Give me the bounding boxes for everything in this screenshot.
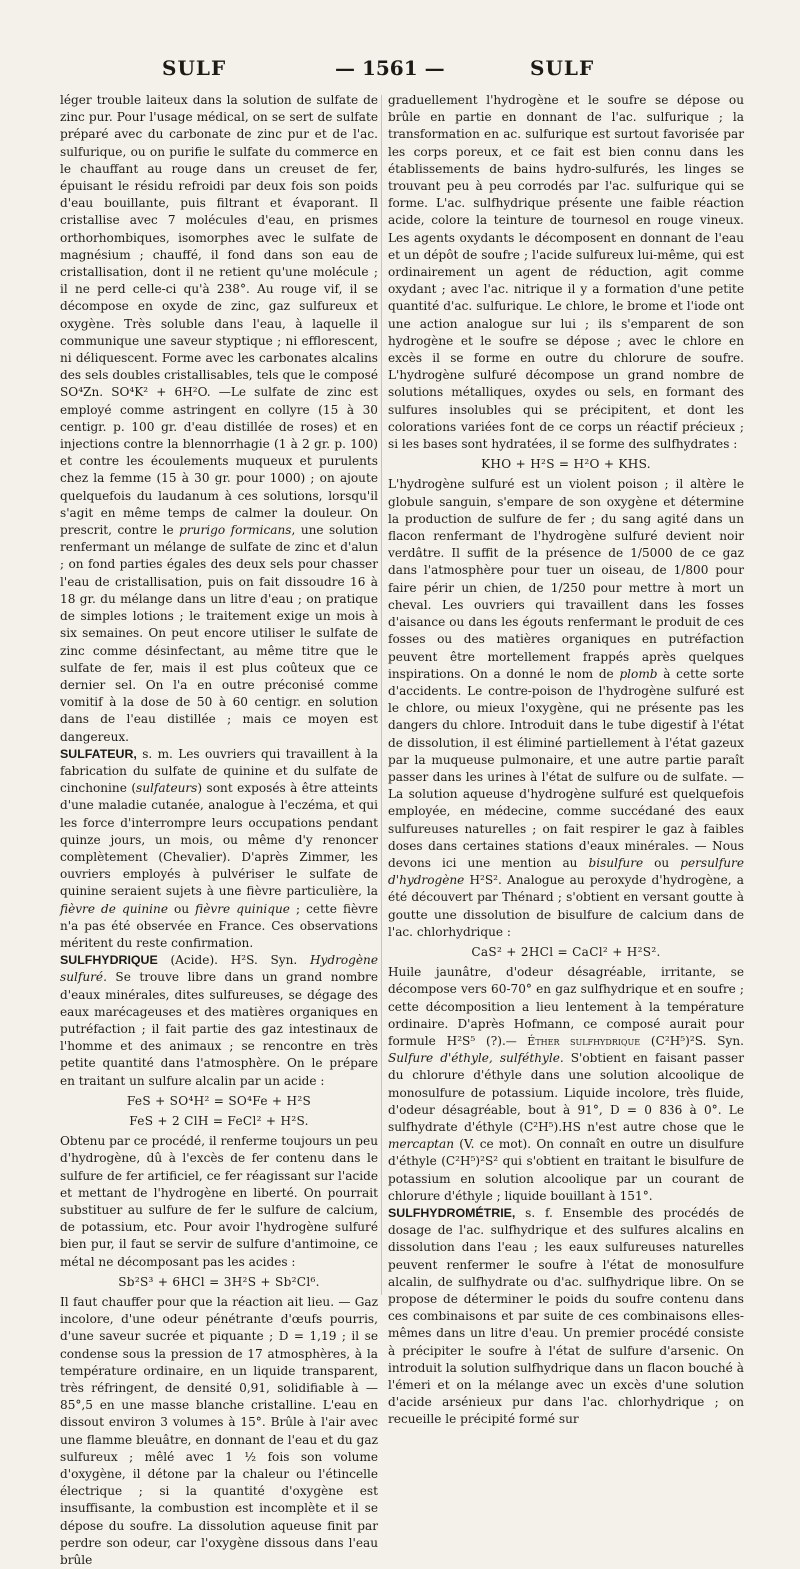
paragraph: graduellement l'hydrogène et le soufre se dépose ou brûle en partie en donnant de l'ac. sulfurique ; la transformation en ac. sulfurique est surtout favorisée par les corps poreux, et ce fait est bien connu dans les établissements de bains hydro-sulfurés, les linges se trouvant peu à peu corrodés par l'ac. sulfurique qui se forme. L'ac. sulfhydrique présente une faible réaction acide, colore la teinture de tournesol en rouge vineux. Les agents oxydants le décomposent en donnant de l'eau et un dépôt de soufre ; l'acide sulfureux lui-même, qui est ordinairement un agent de réduction, agit comme oxydant ; avec l'ac. nitrique il y a formation d'une petite quantité d'ac. sulfurique. Le chlore, le brome et l'iode ont une action analogue sur lui ; ils s'emparent de son hydrogène et le soufre se dépose ; avec le chlore en excès il se forme en outre du chlorure de soufre. L'hydrogène sulfuré décompose un grand nombre de solutions métalliques, oxydes ou sels, en formant des sulfures insolubles qui se précipitent, et dont les colorations variées font de ce corps un réactif précieux ; si les bases sont hydratées, il se forme des sulfhydrates : — [388, 93, 744, 452]
paragraph: Huile jaunâtre, d'odeur désagréable, irritante, se décompose vers 60-70° en gaz sulfhydrique et en soufre ; cette décomposition a lieu lentement à la température ordinaire. D'après Hofmann, ce composé aurait pour formule H²S⁵ (?).— Éther sulfhydrique (C²H⁵)²S. Syn. Sulfure d'éthyle, sulféthyle. S'obtient en faisant passer du chlorure d'éthyle dans une solution alcoolique de monosulfure de potassium. Liquide incolore, très fluide, d'odeur désagréable, bout à 91°, D = 0 836 à 0°. Le sulfhydrate d'éthyle (C²H⁵).HS n'est autre chose que le mercaptan (V. ce mot). On connaît en outre un disulfure d'éthyle (C²H⁵)²S² qui s'obtient en traitant le bisulfure de potassium en solution alcoolique par un courant de chlorure d'éthyle ; liquide bouillant à 151°. — [388, 965, 744, 1203]
paragraph: Il faut chauffer pour que la réaction ait lieu. — Gaz incolore, d'une odeur pénétrante d'œufs pourris, d'une saveur sucrée et piquante ; D = 1,19 ; il se condense sous la pression de 17 atmosphères, à la température ordinaire, en un liquide transparent, très réfringent, de densité 0,91, solidifiable à — 85°,5 en une masse blanche cristalline. L'eau en dissout environ 3 volumes à 15°. Brûle à l'air avec une flamme bleuâtre, en donnant de l'eau et du gaz sulfureux ; mêlé avec 1 ½ fois son volume d'oxygène, il détone par la chaleur ou l'étincelle électrique ; si la quantité d'oxygène est insuffisante, la combustion est incomplète et il se dépose du soufre. La dissolution aqueuse finit par perdre son odeur, car l'oxygène dissous dans l'eau brûle — [60, 1295, 378, 1568]
entry-sulfateur: SULFATEUR, s. m. Les ouvriers qui travaillent à la fabrication du sulfate de quinine et du sulfate de cinchonine (sulfateurs) sont exposés à être atteints d'une maladie cutanée, analogue à l'eczéma, et qui les force d'interrompre leurs occupations pendant quinze jours, un mois, ou même d'y renoncer complètement (Chevalier). D'après Zimmer, les ouvriers employés à pulvériser le sulfate de quinine seraient sujets à une fièvre particulière, la fièvre de quinine ou fièvre quinique ; cette fièvre n'a pas été observée en France. Ces observations méritent du reste confirmation. — [60, 746, 378, 950]
paragraph: léger trouble laiteux dans la solution de sulfate de zinc pur. Pour l'usage médical, on se sert de sulfate préparé avec du carbonate de zinc pur et de l'ac. sulfurique, ou on purifie le sulfate du commerce en le chauffant au rouge dans un creuset de fer, épuisant le résidu refroidi par deux fois son poids d'eau bouillante, puis filtrant et évaporant. Il cristallise avec 7 molécules d'eau, en prismes orthorhombiques, isomorphes avec le sulfate de magnésium ; chauffé, il fond dans son eau de cristallisation, dont il ne retient qu'une molécule ; il ne perd celle-ci qu'à 238°. Au rouge vif, il se décompose en oxyde de zinc, gaz sulfureux et oxygène. Très soluble dans l'eau, à laquelle il communique une saveur styptique ; ni efflorescent, ni déliquescent. Forme avec les carbonates alcalins des sels doubles cristallisables, tels que le composé SO⁴Zn. SO⁴K² + 6H²O. —Le sulfate de zinc est employé comme astringent en collyre (15 à 30 centigr. p. 100 gr. d'eau distillée de roses) et en injections contre la blennorrhagie (1 à 2 gr. p. 100) et contre les écoulements muqueux et purulents chez la femme (15 à 30 gr. pour 1000) ; on ajoute quelquefois du laudanum à ces solutions, lorsqu'il s'agit en même temps de calmer la douleur. On prescrit, contre le prurigo formicans, une solution renfermant un mélange de sulfate de zinc et d'alun ; on fond parties égales des deux sels pour chasser l'eau de cristallisation, puis on fait dissoudre 16 à 18 gr. du mélange dans un litre d'eau ; on pratique de simples lotions ; le traitement exige un mois à six semaines. On peut encore utiliser le sulfate de zinc comme désinfectant, au même titre que le sulfate de fer, mais il est plus coûteux que ce dernier sel. On l'a en outre préconisé comme vomitif à la dose de 50 à 60 centigr. en solution dans de l'eau distillée ; mais ce moyen est dangereux. — [60, 93, 378, 744]
entry-headword: SULFHYDROMÉTRIE, — [388, 1206, 516, 1220]
right-column — [388, 92, 744, 1427]
entry-headword: SULFHYDRIQUE — [60, 953, 158, 968]
entry-sulfhydrique: SULFHYDRIQUE (Acide). H²S. Syn. Hydrogène sulfuré. Se trouve libre dans un grand nombre d'eaux minérales, dites sulfureuses, se dégage des eaux marécageuses et des matières organiques en putréfaction ; il fait partie des gaz intestinaux de l'homme et des animaux ; se rencontre en très petite quantité dans l'atmosphère. On le prépare en traitant un sulfure alcalin par un acide : — [60, 953, 378, 1088]
left-column — [60, 92, 378, 1568]
formula: Sb²S³ + 6HCl = 3H²S + Sb²Cl⁶. — [118, 1274, 320, 1289]
paragraph: Obtenu par ce procédé, il renferme toujours un peu d'hydrogène, dû à l'excès de fer contenu dans le sulfure de fer artificiel, ce fer réagissant sur l'acide et mettant de l'hydrogène en liberté. On pourrait substituer au sulfure de fer le sulfure de calcium, de potassium, etc. Pour avoir l'hydrogène sulfuré bien pur, il faut se servir de sulfure d'antimoine, ce métal ne décomposant pas les acides : — [60, 1134, 378, 1269]
running-head-right: SULF — [530, 56, 595, 80]
entry-sulfhydrometrie: SULFHYDROMÉTRIE, s. f. Ensemble des procédés de dosage de l'ac. sulfhydrique et des sulfures alcalins en dissolution dans l'eau ; les eaux sulfureuses naturelles peuvent renfermer le soufre à l'état de monosulfure alcalin, de sulfhydrate ou d'ac. sulfhydrique libre. On se propose de déterminer le poids du soufre contenu dans ces combinaisons et par suite de ces combinaisons elles-mêmes dans un litre d'eau. Un premier procédé consiste à précipiter le soufre à l'état de sulfure d'arsenic. On introduit la solution sulfhydrique dans un flacon bouché à l'émeri et on la mélange avec un excès d'une solution d'acide arsénieux pur dans l'ac. chlorhydrique ; on recueille le précipité formé sur — [388, 1206, 744, 1427]
formula: FeS + SO⁴H² = SO⁴Fe + H²S — [126, 1093, 312, 1108]
running-head-left: SULF — [162, 56, 227, 80]
page-header — [100, 56, 770, 86]
formula: FeS + 2 ClH = FeCl² + H²S. — [129, 1113, 309, 1128]
paragraph: L'hydrogène sulfuré est un violent poison ; il altère le globule sanguin, s'empare de son oxygène et détermine la production de sulfure de fer ; du sang agité dans un flacon renfermant de l'hydrogène sulfuré devient noir verdâtre. Il suffit de la présence de 1/5000 de ce gaz dans l'atmosphère pour tuer un oiseau, de 1/800 pour faire périr un chien, de 1/250 pour mettre à mort un cheval. Les ouvriers qui travaillent dans les fosses d'aisance ou dans les égouts renfermant le produit de ces fosses ou des matières organiques en putréfaction peuvent être mortellement frappés après quelques inspirations. On a donné le nom de plomb à cette sorte d'accidents. Le contre-poison de l'hydrogène sulfuré est le chlore, ou mieux l'oxygène, qui ne présente pas les dangers du chlore. Introduit dans le tube digestif à l'état de dissolution, il est éliminé partiellement à l'état gazeux par la muqueuse pulmonaire, et une autre partie paraît passer dans les urines à l'état de sulfure ou de sulfate. — La solution aqueuse d'hydrogène sulfuré est quelquefois employée, en médecine, comme succédané des eaux sulfureuses naturelles ; on fait respirer le gaz à faibles doses dans certaines stations d'eaux minérales. — Nous devons ici une mention au bisulfure ou persulfure d'hydrogène H²S². Analogue au peroxyde d'hydrogène, a été découvert par Thénard ; s'obtient en versant goutte à goutte une dissolution de bisulfure de calcium dans de l'ac. chlorhydrique : — [388, 477, 744, 939]
formula: KHO + H²S = H²O + KHS. — [481, 457, 651, 472]
page-number: — 1561 — — [335, 56, 445, 80]
subentry-headword: — Éther sulfhydrique — [505, 1034, 641, 1048]
column-divider — [381, 95, 382, 1295]
formula: CaS² + 2HCl = CaCl² + H²S². — [471, 944, 661, 959]
entry-headword: SULFATEUR, — [60, 746, 137, 761]
